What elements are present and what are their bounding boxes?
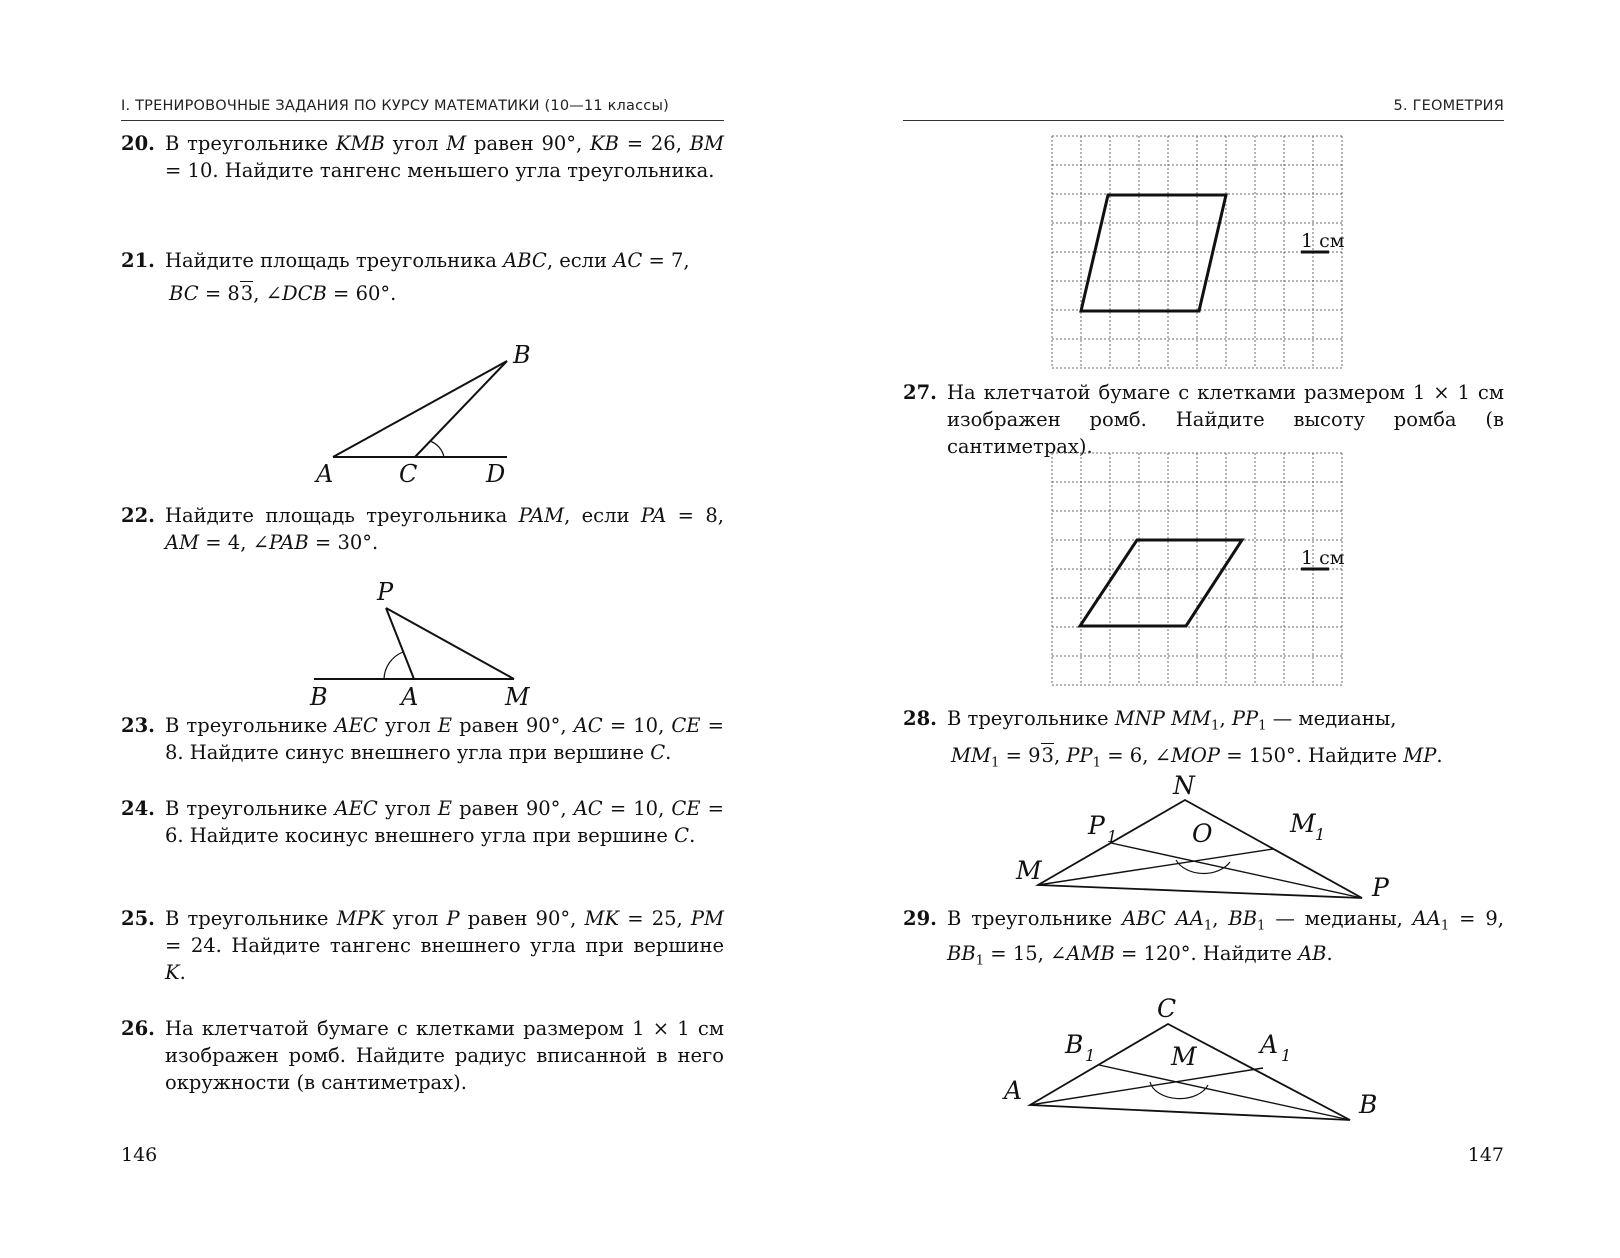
problem-number: 22. <box>121 504 155 527</box>
point-label-M: M <box>1171 1042 1197 1071</box>
scale-label: 1 см <box>1301 230 1345 252</box>
problem-28 <box>903 705 1504 776</box>
point-label-B1: B <box>1065 1030 1084 1059</box>
problem-number: 21. <box>121 249 155 272</box>
problem-text: Найдите площадь треугольника PAM, если PA = 8, AM = 4, ∠PAB = 30°. <box>165 504 725 554</box>
point-label-A: A <box>401 683 419 711</box>
problem-27 <box>903 379 1504 460</box>
problem-number: 27. <box>903 381 937 404</box>
point-label-D: D <box>486 460 506 488</box>
figure-22-triangle <box>300 580 560 710</box>
point-label-B: B <box>513 341 531 369</box>
problem-number: 28. <box>903 707 937 730</box>
point-label-N: N <box>1173 771 1195 800</box>
point-label-B: B <box>1359 1090 1378 1119</box>
point-label-A: A <box>316 460 334 488</box>
point-label-M1-sub: 1 <box>1315 825 1326 844</box>
header-rule-right <box>903 120 1504 121</box>
point-label-O: O <box>1192 819 1213 848</box>
point-label-A1-sub: 1 <box>1281 1046 1292 1065</box>
scale-label: 1 см <box>1301 547 1345 569</box>
problem-26 <box>121 1015 724 1096</box>
right-page <box>810 0 1620 1258</box>
grid-figure-26 <box>1051 135 1361 371</box>
problem-21 <box>121 247 724 307</box>
running-header-left: I. ТРЕНИРОВОЧНЫЕ ЗАДАНИЯ ПО КУРСУ МАТЕМАТИКИ (10—11 классы) <box>121 98 669 114</box>
problem-text: На клетчатой бумаге с клетками размером 1 × 1 см изображен ромб. Найдите высоту ромба (в сантиметрах). <box>947 381 1504 458</box>
problem-number: 23. <box>121 714 155 737</box>
problem-text: В треугольнике ABC $AA_1$, $BB_1$ — медианы, $AA_1 = 9$, $BB_1 = 15$, ∠AMB = 120°. Найдите AB. <box>947 907 1504 969</box>
problem-29 <box>903 905 1504 974</box>
point-label-B1-sub: 1 <box>1085 1046 1096 1065</box>
point-label-B: B <box>310 683 328 711</box>
header-rule-left <box>121 120 724 121</box>
problem-22 <box>121 502 724 556</box>
point-label-M: M <box>1016 856 1042 885</box>
problem-text: В треугольнике AEC угол E равен 90°, AC = 10, CE = 6. Найдите косинус внешнего угла при вершине C. <box>165 797 724 847</box>
problem-text: В треугольнике KMB угол M равен 90°, KB = 26, BM = 10. Найдите тангенс меньшего угла треугольника. <box>165 132 724 182</box>
problem-23 <box>121 712 724 766</box>
point-label-P1-sub: 1 <box>1107 827 1118 846</box>
problem-number: 24. <box>121 797 155 820</box>
figure-28-triangle <box>1000 770 1440 910</box>
point-label-M1: M <box>1290 809 1316 838</box>
problem-text: В треугольнике AEC угол E равен 90°, AC = 10, CE = 8. Найдите синус внешнего угла при вершине C. <box>165 714 724 764</box>
page-number-left: 146 <box>121 1144 158 1166</box>
page-number-right: 147 <box>1467 1144 1504 1166</box>
point-label-C: C <box>399 460 418 488</box>
problem-number: 25. <box>121 907 155 930</box>
problem-25 <box>121 905 724 986</box>
problem-24 <box>121 795 724 849</box>
point-label-P: P <box>377 578 394 606</box>
problem-text: В треугольнике MPK угол P равен 90°, MK = 25, PM = 24. Найдите тангенс внешнего угла при вершине K. <box>165 907 725 984</box>
grid-figure-27 <box>1051 452 1361 688</box>
point-label-P: P <box>1372 873 1389 902</box>
problem-text: В треугольнике MNP $MM_1$, $PP_1$ — медианы, $MM_1 = 93$, $PP_1 = 6$, ∠MOP = 150°. Найдите MP. <box>947 707 1443 771</box>
problem-20 <box>121 130 724 184</box>
point-label-C: C <box>1157 994 1177 1023</box>
point-label-P1: P <box>1088 811 1105 840</box>
problem-text: Найдите площадь треугольника ABC, если AC = 7, BC = 83, ∠DCB = 60°. <box>165 249 690 305</box>
problem-text: На клетчатой бумаге с клетками размером 1 × 1 см изображен ромб. Найдите радиус вписанной в него окружности (в сантиметрах). <box>165 1017 724 1094</box>
problem-number: 26. <box>121 1017 155 1040</box>
point-label-A: A <box>1004 1076 1023 1105</box>
figure-29-triangle <box>990 985 1430 1135</box>
point-label-M: M <box>505 683 530 711</box>
problem-number: 20. <box>121 132 155 155</box>
point-label-A1: A <box>1260 1030 1279 1059</box>
figure-21-triangle <box>300 341 560 488</box>
running-header-right: 5. ГЕОМЕТРИЯ <box>1393 98 1504 114</box>
problem-number: 29. <box>903 907 937 930</box>
